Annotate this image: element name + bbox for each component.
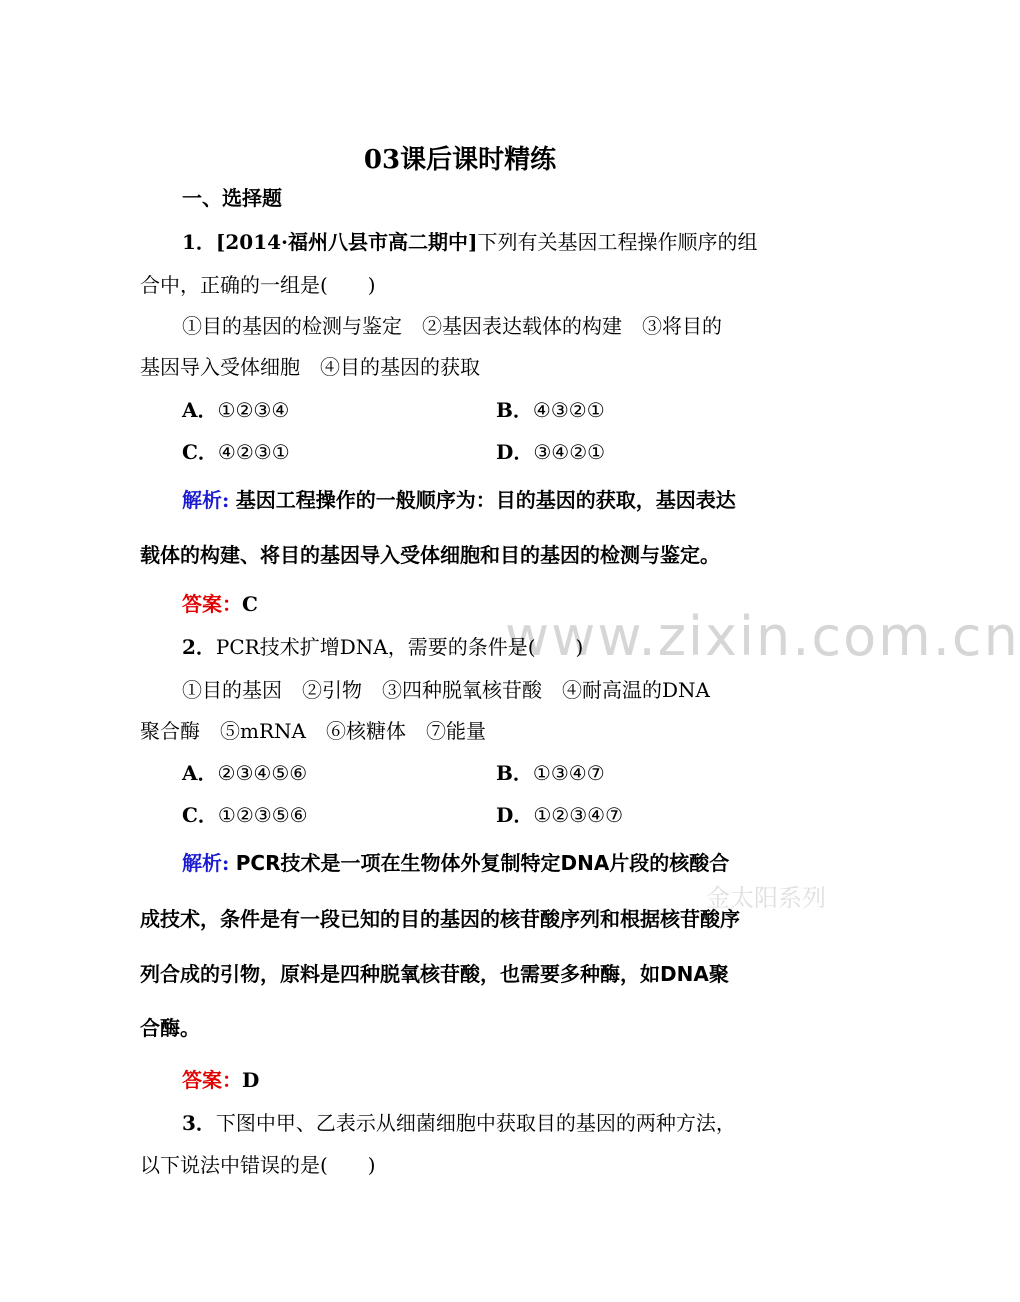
section-heading: 一、选择题 [182,186,282,210]
q1-items-line2: 基因导入受体细胞 ④目的基因的获取 [140,355,480,379]
q2-items-line1: ①目的基因 ②引物 ③四种脱氧核苷酸 ④耐高温的DNA [182,678,710,702]
q1-stem-text: 下列有关基因工程操作顺序的组 [477,230,758,254]
option-letter: C． [182,803,218,827]
analysis-text: PCR技术是一项在生物体外复制特定DNA片段的核酸合 [235,851,730,875]
option-letter: A． [182,398,218,422]
option-text: ②③④⑤⑥ [217,761,308,785]
q2-answer [182,1065,785,1095]
q1-source: [2014·福州八县市高二期中] [215,230,478,254]
option-letter: D． [496,440,534,464]
option-text: ①②③④ [217,398,290,422]
option-text: ③④②① [533,440,606,464]
q2-analysis-line1 [182,848,785,878]
q1-option-d [496,437,605,467]
option-letter: B． [496,398,533,422]
q1-items-line1: ①目的基因的检测与鉴定 ②基因表达载体的构建 ③将目的 [182,314,722,338]
q1-answer [182,589,785,619]
watermark: www.zixin.com.cn [505,605,1020,668]
analysis-label: 解析: [182,488,230,512]
q2-number: 2． [182,635,216,659]
q2-stem [182,632,785,662]
q2-analysis-line2: 成技术，条件是有一段已知的目的基因的核苷酸序列和根据核苷酸序 [140,907,740,931]
q1-stem-line1 [182,227,785,257]
option-text: ①②③⑤⑥ [217,803,308,827]
answer-value: C [242,592,258,616]
q3-stem-text: 下图中甲、乙表示从细菌细胞中获取目的基因的两种方法， [215,1111,736,1135]
page-title: 03课后课时精练 [363,145,557,175]
q2-option-b [496,758,605,788]
faint-watermark: 金太阳系列 [706,884,826,912]
q1-option-c [182,437,290,467]
answer-label: 答案： [182,592,242,616]
q2-option-c [182,800,308,830]
answer-value: D [242,1068,260,1092]
option-letter: D． [496,803,534,827]
q1-number: 1． [182,230,216,254]
option-text: ④③②① [532,398,605,422]
q2-analysis-line4: 合酶。 [140,1016,200,1040]
q1-stem-line2: 合中，正确的一组是( ) [140,273,376,297]
q3-number: 3． [182,1111,216,1135]
q3-stem-line1 [182,1108,785,1138]
option-text: ④②③① [217,440,290,464]
option-text: ①③④⑦ [532,761,605,785]
q2-stem-text: PCR技术扩增DNA，需要的条件是( ) [215,635,584,659]
q2-option-a [182,758,307,788]
analysis-text: 基因工程操作的一般顺序为：目的基因的获取，基因表达 [235,488,736,512]
q1-option-a [182,395,289,425]
option-letter: B． [496,761,533,785]
q1-option-b [496,395,605,425]
q1-analysis-line1 [182,485,785,515]
q3-stem-line2: 以下说法中错误的是( ) [140,1153,376,1177]
q2-items-line2: 聚合酶 ⑤mRNA ⑥核糖体 ⑦能量 [140,719,486,743]
q2-analysis-line3: 列合成的引物，原料是四种脱氧核苷酸，也需要多种酶，如DNA聚 [140,962,729,986]
option-letter: C． [182,440,218,464]
q2-option-d [496,800,623,830]
option-letter: A． [182,761,218,785]
analysis-label: 解析: [182,851,230,875]
option-text: ①②③④⑦ [533,803,623,827]
answer-label: 答案： [182,1068,242,1092]
q1-analysis-line2: 载体的构建、将目的基因导入受体细胞和目的基因的检测与鉴定。 [140,543,720,567]
